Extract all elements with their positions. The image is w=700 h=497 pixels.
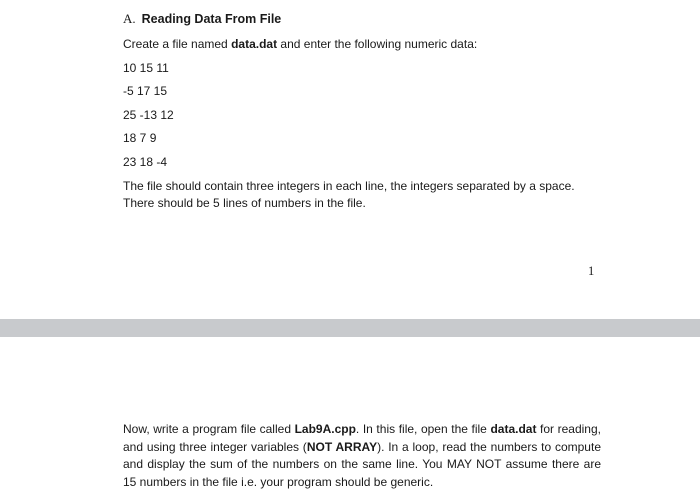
page-number: 1 (588, 264, 595, 278)
task-text-3: for reading, and using three integer variables ( (123, 422, 601, 454)
section-label: A. (123, 11, 136, 26)
data-line-4: 18 7 9 (123, 131, 157, 145)
page-separator (0, 319, 700, 337)
task-text-2: . In this file, open the file (355, 422, 491, 436)
task-file-name: Lab9A.cpp (294, 422, 356, 436)
section-heading (123, 11, 281, 27)
intro-filename: data.dat (231, 37, 278, 51)
description-line-2: There should be 5 lines of numbers in the file. (123, 196, 366, 210)
task-emphasis: NOT ARRAY (306, 439, 378, 454)
task-data-file: data.dat (490, 422, 537, 436)
data-line-5: 23 18 -4 (123, 155, 168, 169)
section-title: Reading Data From File (141, 12, 282, 26)
data-line-2: -5 17 15 (123, 84, 168, 98)
intro-instruction (123, 36, 477, 52)
task-text-1: Now, write a program file called (123, 422, 295, 436)
description-line-1: The file should contain three integers in each line, the integers separated by a space. (123, 179, 575, 193)
program-task-paragraph (123, 421, 601, 491)
intro-prefix: Create a file named (123, 37, 232, 51)
data-line-3: 25 -13 12 (123, 108, 174, 122)
task-text-4: ). In a loop, read the numbers to compute and display the sum of the numbers on the same line. You MAY NOT assume there are 15 numbers in the file i.e. your program should be generic. (123, 439, 601, 489)
intro-suffix: and enter the following numeric data: (277, 37, 478, 51)
data-line-1: 10 15 11 (123, 61, 169, 75)
document-page-2 (0, 337, 700, 497)
